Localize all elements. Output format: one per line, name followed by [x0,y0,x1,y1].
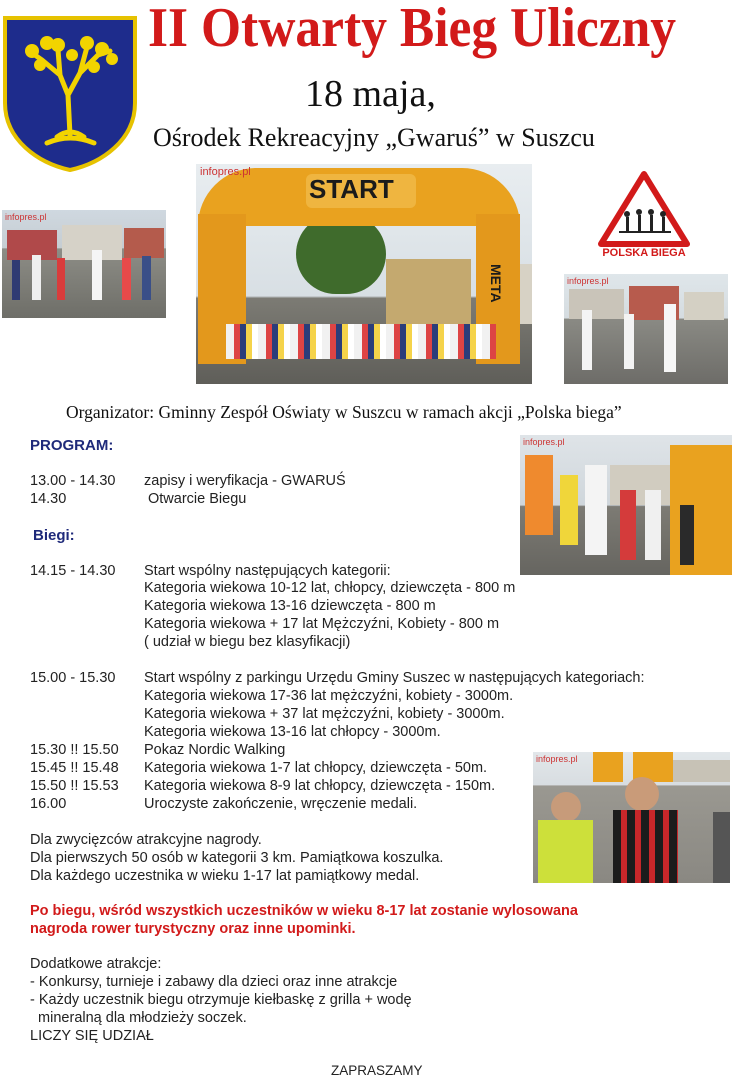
attraction-line: LICZY SIĘ UDZIAŁ [30,1028,154,1044]
race-line: Start wspólny następujących kategorii: [144,563,391,579]
race-line: ( udział w biegu bez klasyfikacji) [144,634,351,650]
race-time: 15.50 !! 15.53 [30,778,119,794]
race-line: Kategoria wiekowa 13-16 lat chłopcy - 3000m. [144,724,441,740]
race-group-time: 15.00 - 15.30 [30,670,116,686]
attraction-line: Dodatkowe atrakcje: [30,956,162,972]
race-desc: Uroczyste zakończenie, wręczenie medali. [144,796,418,812]
race-time: 15.30 !! 15.50 [30,742,119,758]
race-desc: Kategoria wiekowa 1-7 lat chłopcy, dziewczęta - 50m. [144,760,488,776]
prize-line: Dla pierwszych 50 osób w kategorii 3 km. Pamiątkowa koszulka. [30,850,444,866]
program-desc: zapisy i weryfikacja - GWARUŚ [144,473,346,489]
race-line: Start wspólny z parkingu Urzędu Gminy Suszec w następujących kategoriach: [144,670,645,686]
meta-banner-text: META [488,264,504,303]
event-title: II Otwarty Bieg Uliczny [148,0,677,59]
program-time: 14.30 [30,491,67,507]
race-group-time: 14.15 - 14.30 [30,563,116,579]
race-desc: Pokaz Nordic Walking [144,742,286,758]
coat-of-arms-logo [2,15,138,173]
photo-watermark: infopres.pl [567,276,609,286]
program-desc: Otwarcie Biegu [148,491,247,507]
event-date: 18 maja, [305,73,436,115]
race-line: Kategoria wiekowa + 17 lat Mężczyźni, Kobiety - 800 m [144,616,500,632]
photo-runners-street [2,210,166,318]
attraction-line: - Konkursy, turnieje i zabawy dla dzieci oraz inne atrakcje [30,974,398,990]
photo-start-arch [196,164,532,384]
photo-watermark: infopres.pl [536,754,578,764]
program-time: 13.00 - 14.30 [30,473,116,489]
attraction-line: mineralną dla młodzieży soczek. [30,1010,247,1026]
start-banner-text: START [309,174,394,204]
polska-biega-logo [597,170,691,258]
organizer-line: Organizator: Gminny Zespół Oświaty w Suszcu w ramach akcji „Polska biega” [66,402,622,422]
photo-watermark: infopres.pl [200,166,251,178]
race-desc: Kategoria wiekowa 8-9 lat chłopcy, dziewczęta - 150m. [144,778,496,794]
attraction-line: - Każdy uczestnik biegu otrzymuje kiełbaskę z grilla + wodę [30,992,412,1008]
program-heading: PROGRAM: [30,437,114,454]
lottery-line: nagroda rower turystyczny oraz inne upominki. [30,921,356,937]
photo-runners-road [564,274,728,384]
prize-line: Dla każdego uczestnika w wieku 1-17 lat pamiątkowy medal. [30,868,420,884]
event-venue: Ośrodek Rekreacyjny „Gwaruś” w Suszcu [153,123,595,152]
race-line: Kategoria wiekowa 17-36 lat mężczyźni, kobiety - 3000m. [144,688,514,704]
polska-biega-label: POLSKA BIEGA [602,247,686,258]
race-line: Kategoria wiekowa + 37 lat mężczyźni, kobiety - 3000m. [144,706,505,722]
race-time: 15.45 !! 15.48 [30,760,119,776]
photo-kids-start [520,435,732,575]
prize-line: Dla zwycięzców atrakcyjne nagrody. [30,832,262,848]
race-line: Kategoria wiekowa 13-16 dziewczęta - 800 m [144,598,436,614]
photo-watermark: infopres.pl [5,212,47,222]
races-heading: Biegi: [33,527,75,544]
footer-invite: ZAPRASZAMY [331,1063,423,1078]
photo-two-boys [533,752,730,883]
photo-watermark: infopres.pl [523,437,565,447]
race-time: 16.00 [30,796,67,812]
lottery-line: Po biegu, wśród wszystkich uczestników w wieku 8-17 lat zostanie wylosowana [30,903,578,919]
race-line: Kategoria wiekowa 10-12 lat, chłopcy, dziewczęta - 800 m [144,580,516,596]
